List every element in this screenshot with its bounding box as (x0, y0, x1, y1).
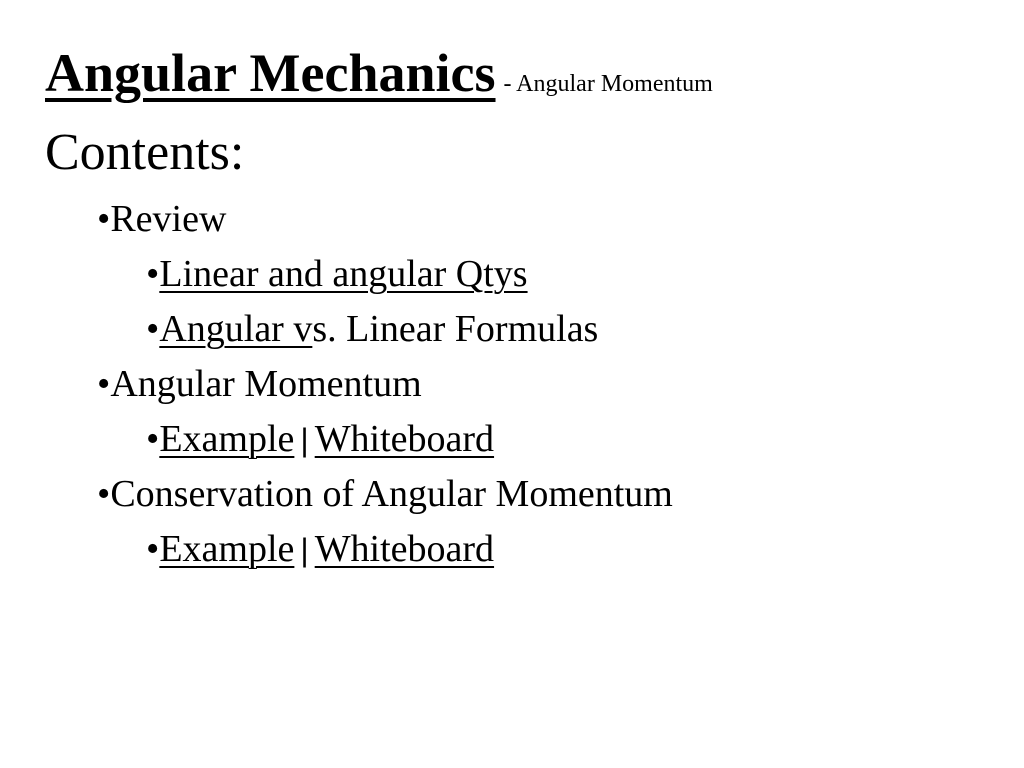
slide-title: Angular Mechanics (45, 43, 496, 103)
outline-item-cons-links (146, 530, 494, 568)
outline-label-review: Review (110, 198, 227, 240)
outline-item-angular-momentum (97, 365, 422, 403)
link-cons-whiteboard[interactable]: Whiteboard (314, 528, 495, 570)
outline-label-conservation: Conservation of Angular Momentum (110, 473, 673, 515)
slide-subtitle: - Angular Momentum (503, 71, 713, 97)
bullet: • (146, 253, 160, 295)
bullet: • (146, 308, 160, 350)
outline-item-angular-vs-linear (146, 310, 598, 348)
bullet: • (97, 363, 111, 405)
bullet: • (146, 418, 160, 460)
link-am-example[interactable]: Example (159, 418, 295, 460)
outline-item-linear-angular-qtys (146, 255, 528, 293)
link-am-whiteboard[interactable]: Whiteboard (314, 418, 495, 460)
bullet: • (97, 198, 111, 240)
outline-label-angular-momentum: Angular Momentum (110, 363, 422, 405)
outline-item-am-links (146, 420, 494, 458)
contents-heading: Contents: (45, 124, 245, 181)
bullet: • (97, 473, 111, 515)
link-angular-vs-linear[interactable]: Angular v (159, 308, 313, 350)
link-separator: | (300, 422, 309, 458)
outline-label-angular-vs-linear-rest: s. Linear Formulas (312, 308, 599, 350)
link-cons-example[interactable]: Example (159, 528, 295, 570)
bullet: • (146, 528, 160, 570)
outline-item-conservation (97, 475, 673, 513)
title-row (45, 43, 713, 103)
link-linear-angular-qtys[interactable]: Linear and angular Qtys (159, 253, 528, 295)
link-separator: | (300, 532, 309, 568)
outline-item-review (97, 200, 226, 238)
